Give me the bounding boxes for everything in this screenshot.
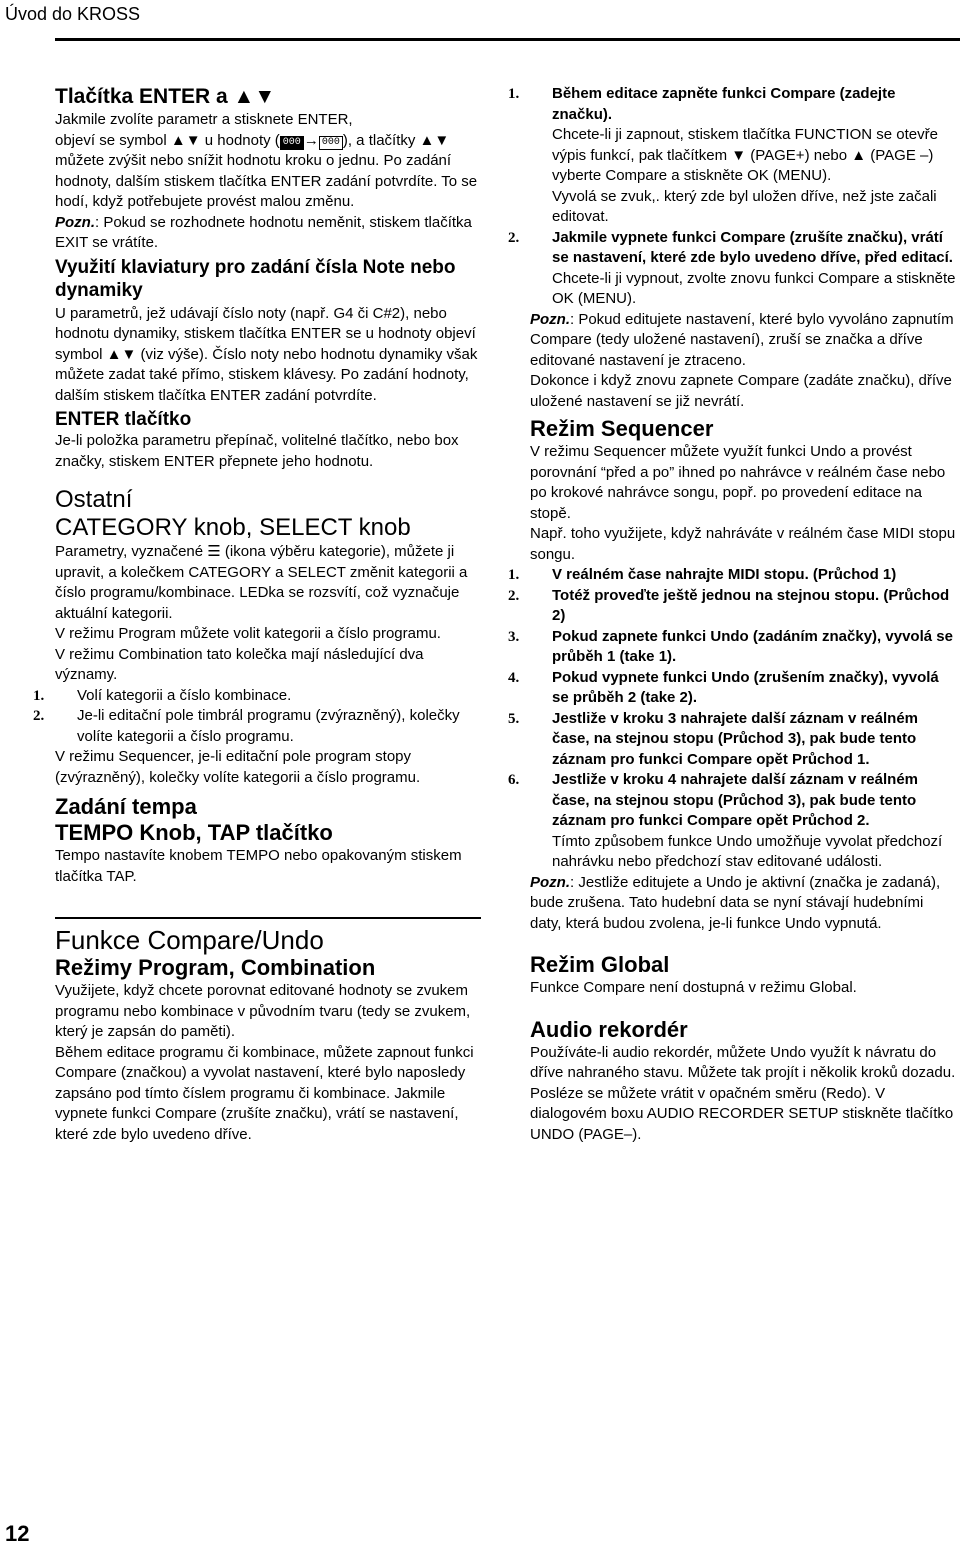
- step-number: 4.: [508, 669, 520, 686]
- enter-heading: Tlačítka ENTER a ▲▼: [55, 85, 276, 108]
- undo-note: [530, 873, 958, 935]
- step-title: Pokud zapnete funkci Undo (zadáním značky), vyvolá se průběh 1 (take 1).: [552, 627, 953, 665]
- lcd-value-before: 000: [280, 136, 304, 150]
- compare-text: Využijete, když chcete porovnat editované hodnoty se zvukem programu nebo kombinace v původním tvaru (tedy se zvukem, který je zapsán do paměti).: [55, 982, 471, 1040]
- list-item-number: 1.: [33, 687, 45, 704]
- enter-note: [55, 213, 485, 254]
- lcd-value-after: 000: [319, 136, 343, 150]
- sequencer-mode-text: V režimu Sequencer, je-li editační pole program stopy (zvýrazněný), kolečky volíte kategorii a číslo programu.: [55, 748, 421, 786]
- arrow-icon: →: [303, 131, 319, 149]
- header-rule: [55, 38, 960, 41]
- page-number: 12: [5, 1521, 30, 1546]
- keyboard-text: U parametrů, jež udávají číslo noty (např. G4 či C#2), nebo hodnotu dynamiky, stiskem tlačítka ENTER se u hodnoty objeví symbol ▲▼ (viz výše). Číslo noty nebo hodnotu dynamiky však můžete zadat také přímo, stiskem klávesy. Po zadání hodnoty, dalším stiskem tlačítka ENTER zadání potvrdíte.: [55, 304, 478, 404]
- category-text: [55, 542, 485, 624]
- list-item-number: 2.: [33, 708, 45, 724]
- enter-button-text: Je-li položka parametru přepínač, volitelné tlačítko, nebo box značky, stiskem ENTER přepnete jeho hodnotu.: [55, 432, 459, 470]
- enter-line2b: ), a: [342, 131, 365, 149]
- category-text-b: (ikona výběru kategorie), můžete ji upravit, a kolečkem CATEGORY a SELECT změnit kategorii a číslo programu/kombinace. LEDka se rozsvítí, což vyznačuje aktuální kategorii.: [55, 543, 468, 622]
- list-item: [33, 686, 485, 707]
- seq-step-body: Tímto způsobem funkce Undo umožňuje vyvolat předchozí nahrávku nebo předchozí stav editované události.: [552, 832, 943, 870]
- compare-note: [530, 310, 958, 372]
- page-header: [0, 0, 960, 42]
- step-number: 1.: [508, 86, 520, 102]
- step-title: V reálném čase nahrajte MIDI stopu. (Průchod 1): [552, 566, 897, 583]
- note-text: : Pokud editujete nastavení, které bylo vyvoláno zapnutím Compare (tedy uložené nastavení), zruší se značka a dříve editované nastavení je ztraceno.: [530, 310, 954, 369]
- enter-rest: tlačítky ▲▼ můžete zvýšit nebo snížit hodnotu kroku o jednu. Po zadání hodnoty, dalším stiskem tlačítka ENTER zadání potvrdíte. To se hodí, když potřebujete provést malou změnu.: [55, 131, 478, 210]
- step-number: 1.: [508, 567, 520, 583]
- note-label: Pozn.: [530, 873, 570, 891]
- audio-heading: Audio rekordér: [530, 1016, 688, 1042]
- sequencer-text: V režimu Sequencer můžete využít funkci Undo a provést porovnání “před a po” ihned po nahrávce v reálném čase nebo po krokové nahrávce songu, popř. po provedení editace na stopě.: [530, 443, 946, 522]
- step-body: Chcete-li ji vypnout, zvolte znovu funkci Compare a stiskněte OK (MENU).: [552, 269, 956, 307]
- step-body: Chcete-li ji zapnout, stiskem tlačítka FUNCTION se otevře výpis funkcí, pak tlačítkem ▼ (PAGE+) nebo ▲ (PAGE –) vyberte Compare a stiskněte OK (MENU).: [552, 126, 938, 184]
- tempo-heading: Zadání tempa: [55, 794, 197, 819]
- header-title: Úvod do KROSS: [5, 4, 141, 24]
- compare-text-2: Během editace programu či kombinace, můžete zapnout funkci Compare (značkou) a vyvolat nastavení, které bylo naposledy zapsáno pod tímto číslem programu či kombinace. Jakmile vypnete funkci Compare (zrušíte značku), vrátí se nastavení, které zde bylo uvedeno dříve.: [55, 1043, 474, 1143]
- note-text: : Jestliže editujete a Undo je aktivní (značka je zadaná), bude zrušena. Tato hudební data se nyní stávají hudebními daty, která budou zvolena, je-li funkce Undo vypnutá.: [530, 873, 941, 932]
- keyboard-heading: Využití klaviatury pro zadání čísla Note nebo dynamiky: [55, 256, 456, 301]
- step-number: 6.: [508, 772, 520, 788]
- enter-line2a: objeví se symbol ▲▼ u hodnoty (: [55, 131, 280, 149]
- right-column: [508, 84, 958, 1145]
- global-text: Funkce Compare není dostupná v režimu Global.: [530, 979, 857, 996]
- left-column: [33, 84, 485, 1145]
- step-title: Během editace zapněte funkci Compare (zadejte značku).: [552, 85, 896, 123]
- seq-step-item: [508, 627, 958, 668]
- step-title: Totéž proveďte ještě jednou na stejnou stopu. (Průchod 2): [552, 586, 950, 624]
- list-item-text: Je-li editační pole timbrál programu (zvýrazněný), kolečky volíte kategorii a číslo programu.: [77, 707, 460, 745]
- sequencer-text-2: Např. toho využijete, když nahráváte v reálném čase MIDI stopu songu.: [530, 525, 956, 563]
- category-heading: CATEGORY knob, SELECT knob: [55, 514, 411, 541]
- step-title: Pokud vypnete funkci Undo (zrušením značky), vyvolá se průběh 2 (take 2).: [552, 668, 939, 706]
- tempo-sub-heading: TEMPO Knob, TAP tlačítko: [55, 820, 333, 845]
- sequencer-heading: Režim Sequencer: [530, 416, 714, 441]
- audio-text: Používáte-li audio rekordér, můžete Undo využít k návratu do dříve nahraného stavu. Můžete tak projít i několik kroků dozadu. Posléze se můžete vrátit v opačném směru (Redo). V dialogovém boxu AUDIO RECORDER SETUP stiskněte tlačítko UNDO (PAGE–).: [530, 1043, 956, 1143]
- step-title: Jestliže v kroku 3 nahrajete další záznam v reálném čase, na stejnou stopu (Průchod 3), pak bude tento záznam pro funkci Compare opět Průchod 1.: [552, 709, 919, 768]
- enter-button-heading: ENTER tlačítko: [55, 409, 192, 430]
- category-icon: ☰: [207, 543, 221, 560]
- seq-step-item: [508, 770, 958, 832]
- step-title: Jestliže v kroku 4 nahrajete další záznam v reálném čase, na stejnou stopu (Průchod 3), pak bude tento záznam pro funkci Compare opět Průchod 2.: [552, 771, 919, 829]
- seq-step-item: [508, 668, 958, 709]
- combination-mode-text: V režimu Combination tato kolečka mají následující dva významy.: [55, 645, 424, 683]
- note-label: Pozn.: [530, 310, 570, 328]
- compare-sub-heading: Režimy Program, Combination: [55, 955, 376, 980]
- category-text-a: Parametry, vyznačené: [55, 543, 204, 560]
- note-label: Pozn.: [55, 213, 95, 231]
- step-item: [508, 84, 958, 125]
- compare-note-2: Dokonce i když znovu zapnete Compare (zadáte značku), dříve uložené nastavení se již nevrátí.: [530, 372, 952, 410]
- step-number: 3.: [508, 628, 520, 645]
- step-title: Jakmile vypnete funkci Compare (zrušíte značku), vrátí se nastavení, které zde bylo uvedeno dříve, před editací.: [552, 228, 953, 266]
- compare-heading: Funkce Compare/Undo: [55, 925, 324, 955]
- enter-paragraph: [55, 110, 485, 213]
- tempo-text: Tempo nastavíte knobem TEMPO nebo opakovaným stiskem tlačítka TAP.: [55, 847, 462, 885]
- enter-line1: Jakmile zvolíte parametr a stisknete ENTER,: [55, 111, 353, 128]
- step-body-2: Vyvolá se zvuk,. který zde byl uložen dříve, než jste začali editovat.: [552, 187, 937, 225]
- list-item-text: Volí kategorii a číslo kombinace.: [77, 686, 292, 704]
- step-item: [508, 228, 958, 269]
- seq-step-item: [508, 709, 958, 771]
- note-text: : Pokud se rozhodnete hodnotu neměnit, stiskem tlačítka EXIT se vrátíte.: [55, 213, 472, 251]
- other-heading: Ostatní: [55, 486, 133, 513]
- program-mode-text: V režimu Program můžete volit kategorii a číslo programu.: [55, 625, 441, 642]
- list-item: [33, 706, 485, 747]
- global-heading: Režim Global: [530, 952, 670, 977]
- seq-step-item: [508, 586, 958, 627]
- seq-step-item: [508, 565, 958, 586]
- step-number: 2.: [508, 587, 520, 604]
- step-number: 2.: [508, 229, 520, 246]
- step-number: 5.: [508, 710, 520, 727]
